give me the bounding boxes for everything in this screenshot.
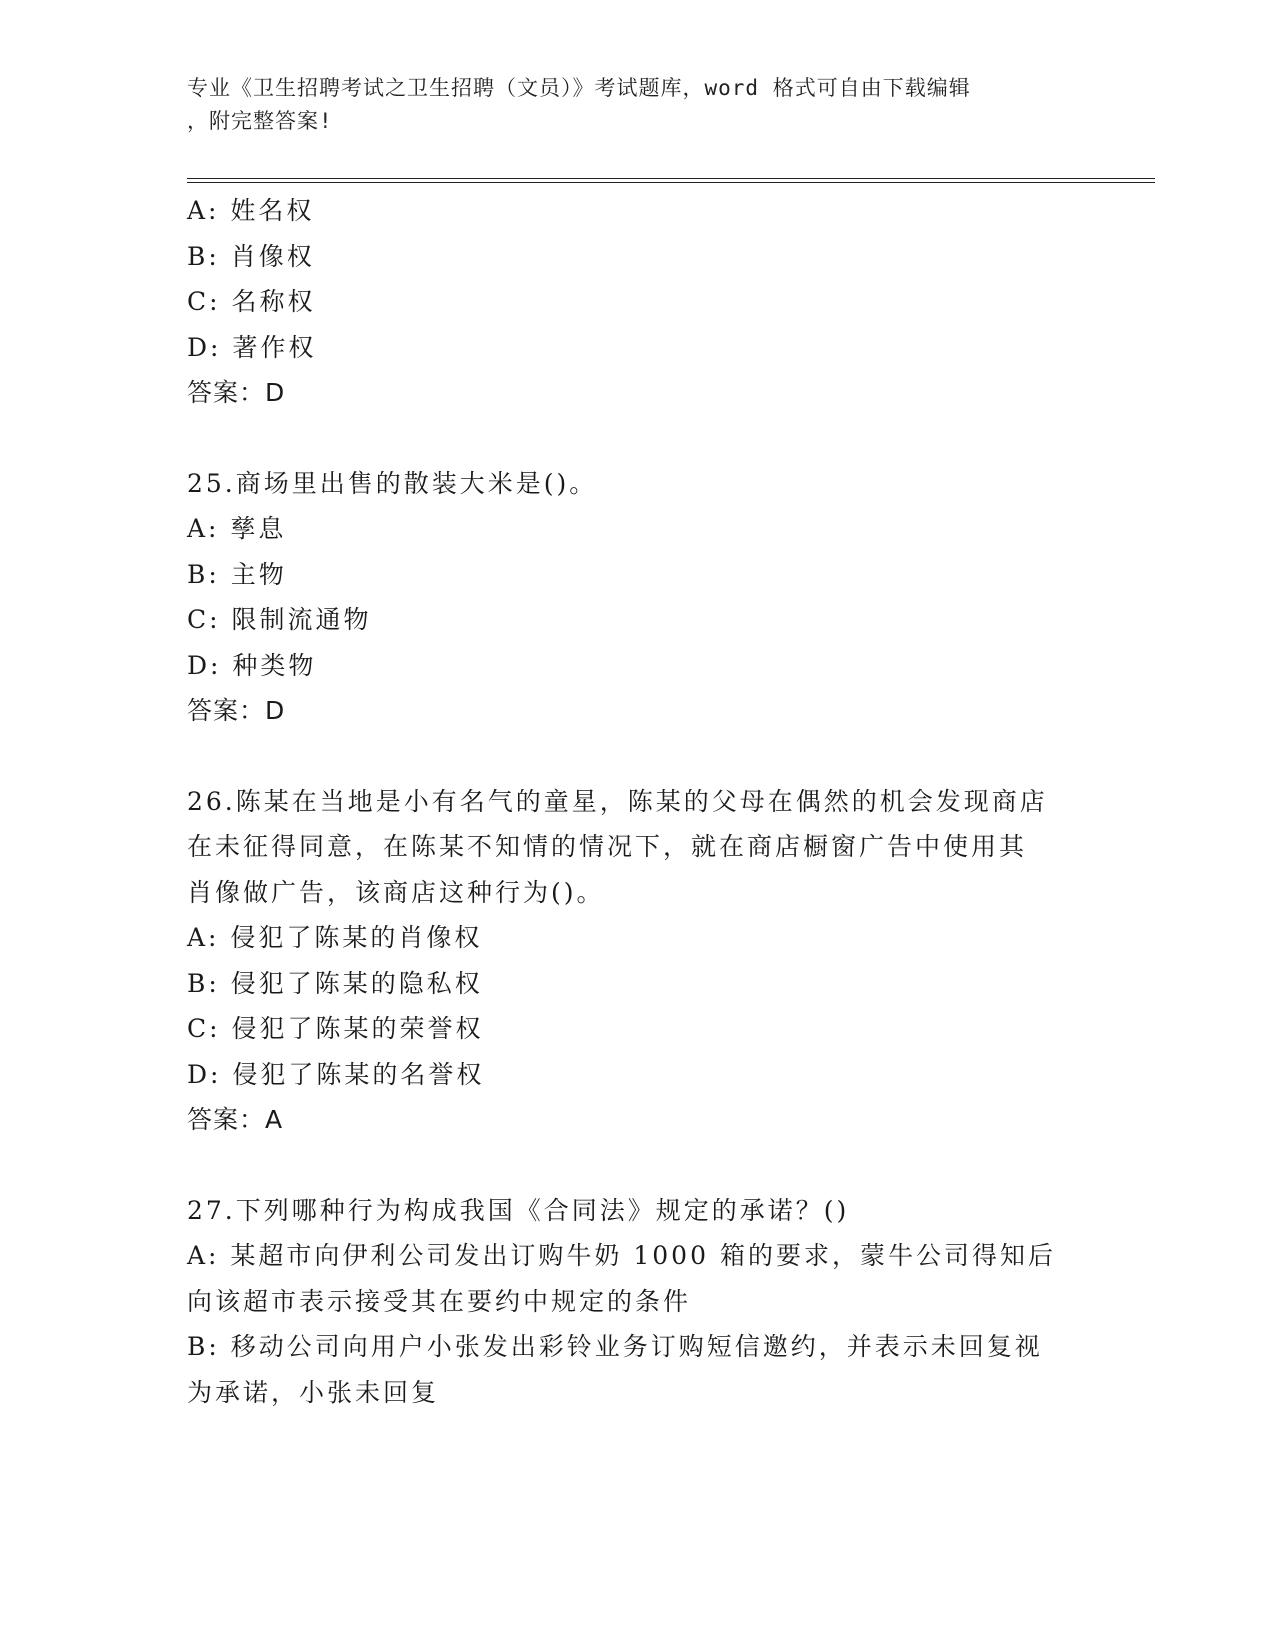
option-c: C: 限制流通物 — [187, 605, 372, 634]
option-a-line-1: A: 某超市向伊利公司发出订购牛奶 1000 箱的要求，蒙牛公司得知后 — [187, 1241, 1056, 1270]
document-header — [187, 72, 1067, 138]
option-b: B: 肖像权 — [187, 241, 315, 271]
question-24 — [187, 188, 1087, 416]
option-d: D: 种类物 — [187, 650, 317, 680]
option-a: A: 孳息 — [187, 514, 287, 543]
option-c: C: 名称权 — [187, 287, 316, 316]
answer: 答案：A — [187, 1105, 284, 1134]
option-b-line-2: 为承诺，小张未回复 — [187, 1377, 440, 1407]
option-b: B: 侵犯了陈某的隐私权 — [187, 968, 483, 998]
option-a: A: 侵犯了陈某的肖像权 — [187, 923, 483, 952]
option-b: B: 主物 — [187, 559, 287, 589]
spacer — [187, 1143, 1087, 1188]
question-26 — [187, 779, 1087, 1143]
option-c: C: 侵犯了陈某的荣誉权 — [187, 1014, 484, 1043]
spacer — [187, 734, 1087, 779]
question-stem: 27.下列哪种行为构成我国《合同法》规定的承诺？() — [187, 1195, 850, 1225]
question-25 — [187, 461, 1087, 734]
option-b-line-1: B: 移动公司向用户小张发出彩铃业务订购短信邀约，并表示未回复视 — [187, 1332, 1043, 1361]
header-line-2: ，附完整答案! — [187, 109, 333, 133]
question-stem: 25.商场里出售的散装大米是()。 — [187, 468, 598, 498]
header-divider — [187, 178, 1155, 183]
question-stem-line-2: 在未征得同意，在陈某不知情的情况下，就在商店橱窗广告中使用其 — [187, 832, 1028, 861]
question-content — [187, 188, 1087, 1415]
spacer — [187, 416, 1087, 461]
option-a: A: 姓名权 — [187, 196, 315, 225]
answer: 答案：D — [187, 696, 286, 725]
option-d: D: 侵犯了陈某的名誉权 — [187, 1059, 485, 1089]
question-27 — [187, 1188, 1087, 1416]
header-line-1: 专业《卫生招聘考试之卫生招聘（文员）》考试题库，word 格式可自由下载编辑 — [187, 76, 971, 100]
question-stem-line-3: 肖像做广告，该商店这种行为()。 — [187, 877, 605, 907]
answer: 答案：D — [187, 378, 286, 407]
option-a-line-2: 向该超市表示接受其在要约中规定的条件 — [187, 1286, 692, 1316]
question-stem-line-1: 26.陈某在当地是小有名气的童星，陈某的父母在偶然的机会发现商店 — [187, 786, 1048, 816]
option-d: D: 著作权 — [187, 332, 317, 362]
